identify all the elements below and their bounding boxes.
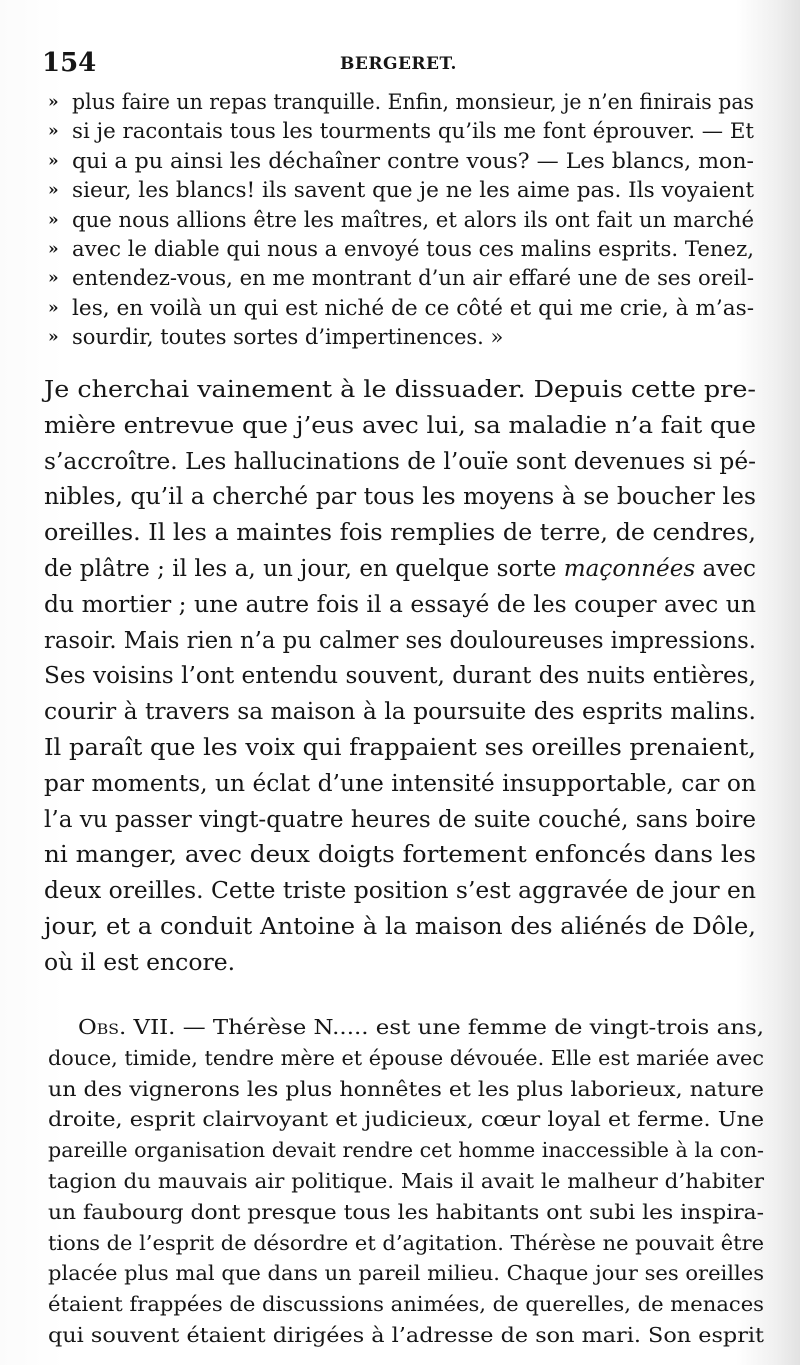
paragraph-line: [44, 909, 758, 945]
paragraph-line: [44, 730, 758, 766]
observation-line-text: tagion du mauvais air politique. Mais il avait le malheur d’habiter: [48, 1168, 764, 1193]
quote-line-text: avec le diable qui nous a envoyé tous ces malins esprits. Tenez,: [72, 236, 754, 261]
quotation-mark: »: [48, 238, 59, 259]
paragraph-line-text: ni manger, avec deux doigts fortement enfoncés dans les: [44, 840, 756, 869]
quote-line: [48, 117, 754, 146]
paragraph-line-text: par moments, un éclat d’une intensité insupportable, car on: [44, 768, 756, 797]
observation-line: [48, 1074, 768, 1105]
paragraph-line: [44, 945, 758, 981]
paragraph-line: [44, 551, 758, 587]
quote-line-text: les, en voilà un qui est niché de ce côté et qui me crie, à m’as-: [72, 295, 755, 320]
paragraph-line: [44, 694, 758, 730]
paragraph-line-text: nibles, qu’il a cherché par tous les moyens à se boucher les: [44, 482, 756, 511]
quote-line-text: qui a pu ainsi les déchaîner contre vous? — Les blancs, mon-: [72, 148, 754, 173]
quote-line: [48, 206, 754, 235]
paragraph-line-text: deux oreilles. Cette triste position s’est aggravée de jour en: [44, 876, 756, 905]
observation-line: [48, 1320, 768, 1351]
observation-line: [48, 1166, 768, 1197]
paragraph-line-text: Je cherchai vainement à le dissuader. Depuis cette pre-: [44, 375, 756, 403]
paragraph-line-text: [44, 551, 756, 587]
quote-line-text: sourdir, toutes sortes d’impertinences. »: [72, 325, 504, 350]
quote-line: [48, 294, 754, 323]
observation-line-text: étaient frappées de discussions animées, de querelles, de menaces: [48, 1292, 764, 1317]
paragraph-line-text: du mortier ; une autre fois il a essayé de les couper avec un: [44, 589, 756, 618]
paragraph-line: [44, 623, 758, 659]
observation-line: [48, 1289, 768, 1320]
page-header: [42, 48, 762, 82]
paragraph-line-text: mière entrevue que j’eus avec lui, sa maladie n’a fait que: [44, 410, 756, 439]
quotation-mark: »: [48, 268, 59, 289]
quotation-mark: »: [48, 209, 59, 230]
quotation-mark: »: [48, 327, 59, 348]
quotation-mark: »: [48, 150, 59, 171]
observation-line: [48, 1228, 768, 1259]
paragraph-line: [44, 372, 758, 408]
observation-line-text: un des vignerons les plus honnêtes et les plus laborieux, nature: [48, 1076, 764, 1101]
observation-line: [48, 1197, 768, 1228]
quote-line-text: plus faire un repas tranquille. Enfin, monsieur, je n’en finirais pas: [72, 90, 754, 114]
observation-line-text: un faubourg dont presque tous les habitants ont subi les inspira-: [48, 1199, 764, 1224]
observation-line-text: douce, timide, tendre mère et épouse dévouée. Elle est mariée avec: [48, 1045, 764, 1070]
observation-line-text: droite, esprit clairvoyant et judicieux, cœur loyal et ferme. Une: [48, 1107, 765, 1132]
quotation-mark: »: [48, 92, 59, 112]
observation-line-text: qui souvent étaient dirigées à l’adresse de son mari. Son esprit: [48, 1322, 764, 1347]
paragraph-line: [44, 515, 758, 551]
paragraph-line: [44, 766, 758, 802]
paragraph-line: [44, 658, 758, 694]
observation-line: [48, 1258, 768, 1289]
observation-line-text: tions de l’esprit de désordre et d’agitation. Thérèse ne pouvait être: [48, 1230, 764, 1255]
observation-first-line: [78, 1012, 768, 1043]
observation-first-line-text: — Thérèse N..... est une femme de vingt-trois ans,: [175, 1015, 764, 1039]
observation-vii: [48, 1012, 768, 1347]
paragraph-line-text: Il paraît que les voix qui frappaient ses oreilles prenaient,: [44, 732, 756, 761]
quotation-mark: »: [48, 180, 59, 201]
paragraph-line-text: Ses voisins l’ont entendu souvent, durant des nuits entières,: [44, 661, 756, 690]
quote-line: [48, 176, 754, 205]
quote-line: [48, 147, 754, 176]
main-paragraph: [44, 372, 758, 981]
paragraph-line: [44, 408, 758, 444]
page-number: 154: [42, 48, 97, 78]
paragraph-line: [44, 837, 758, 873]
quote-line: [48, 264, 754, 293]
quote-line-text: si je racontais tous les tourments qu’ils me font éprouver. — Et: [72, 119, 754, 144]
quote-line: [48, 88, 754, 117]
line-text-before-italic: de plâtre ; il les a, un jour, en quelque sorte: [44, 553, 564, 582]
paragraph-line: [44, 479, 758, 515]
observation-line: [48, 1043, 768, 1074]
quote-line-text: entendez-vous, en me montrant d’un air effaré une de ses oreil-: [72, 266, 754, 291]
paragraph-line-text: courir à travers sa maison à la poursuite des esprits malins.: [44, 697, 756, 726]
observation-label: Obs. VII.: [78, 1015, 176, 1039]
quotation-mark: »: [48, 121, 59, 142]
running-head: BERGERET.: [340, 54, 457, 74]
quote-line: [48, 323, 754, 352]
paragraph-line: [44, 873, 758, 909]
paragraph-line-text: jour, et a conduit Antoine à la maison des aliénés de Dôle,: [44, 911, 756, 940]
observation-line-text: pareille organisation devait rendre cet homme inaccessible à la con-: [48, 1138, 765, 1163]
observation-line-text: placée plus mal que dans un pareil milieu. Chaque jour ses oreilles: [48, 1261, 764, 1286]
paragraph-line-text: où il est encore.: [44, 947, 236, 976]
quote-line: [48, 235, 754, 264]
observation-line: [48, 1135, 768, 1166]
line-text-after-italic: avec: [695, 553, 756, 582]
paragraph-line: [44, 802, 758, 838]
quoted-testimony: [48, 88, 754, 353]
italic-word: maçonnées: [563, 553, 696, 582]
observation-line: [48, 1104, 768, 1135]
paragraph-line-text: oreilles. Il les a maintes fois remplies de terre, de cendres,: [44, 518, 756, 547]
paragraph-line-text: l’a vu passer vingt-quatre heures de suite couché, sans boire: [44, 804, 756, 833]
paragraph-line: [44, 444, 758, 480]
observation-body: [48, 1043, 768, 1351]
quote-line-text: que nous allions être les maîtres, et alors ils ont fait un marché: [72, 207, 754, 232]
paragraph-line-text: s’accroître. Les hallucinations de l’ouïe sont devenues si pé-: [44, 446, 756, 475]
paragraph-line: [44, 587, 758, 623]
paragraph-line-text: rasoir. Mais rien n’a pu calmer ses douloureuses impressions.: [44, 625, 756, 654]
quotation-mark: »: [48, 297, 59, 318]
quote-line-text: sieur, les blancs! ils savent que je ne les aime pas. Ils voyaient: [72, 178, 754, 203]
